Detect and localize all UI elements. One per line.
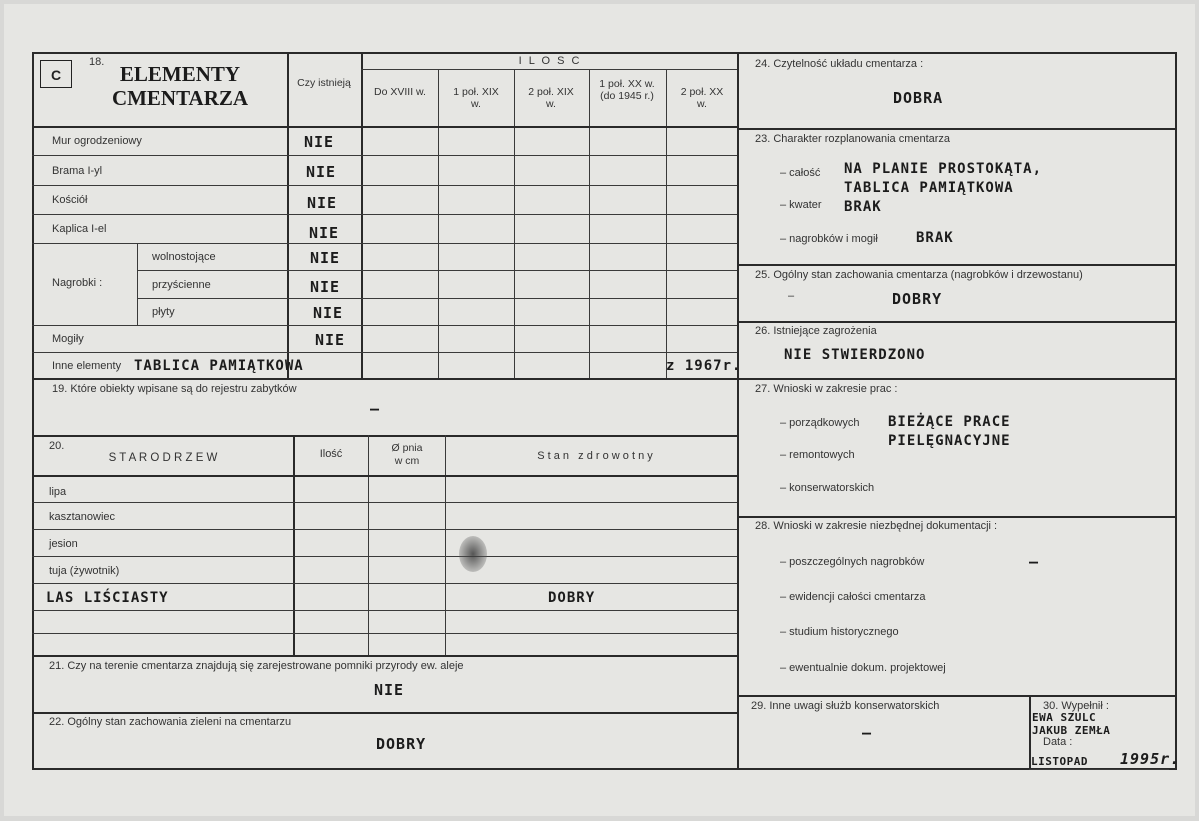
s19-label: 19. Które obiekty wpisane są do rejestru zabytków: [52, 383, 297, 395]
s27-remontowych: – remontowych: [780, 449, 855, 461]
s18-col-1: [438, 69, 439, 378]
s24-bottom: [737, 128, 1177, 130]
s30-data-label: Data :: [1043, 736, 1073, 748]
s25-bottom: [737, 321, 1177, 323]
s27-value-1: BIEŻĄCE PRACE: [888, 414, 1011, 430]
s30-name-1: EWA SZULC: [1032, 711, 1097, 724]
s20-col-ilosc: Ilość: [319, 448, 343, 460]
nagrobki-value-wolno: NIE: [310, 249, 341, 267]
s18-col-exists-left: [287, 52, 289, 378]
s27-label: 27. Wnioski w zakresie prac :: [755, 383, 898, 395]
s26-bottom: [737, 378, 1177, 380]
s18-col-2: [514, 69, 515, 378]
period-2: 1 poł. XIX w.: [453, 86, 499, 110]
s29-label: 29. Inne uwagi służb konserwatorskich: [751, 700, 940, 712]
s20-line-6: [32, 633, 737, 634]
s20-col-pnia-2: w cm: [394, 455, 420, 467]
mogily-value: NIE: [315, 331, 346, 349]
row-value-kaplica: NIE: [309, 224, 340, 242]
s29-value: –: [862, 724, 873, 742]
nagrobki-label: Nagrobki :: [52, 277, 103, 289]
s18-row-line-6: [137, 298, 737, 299]
s28-bottom: [737, 695, 1177, 697]
s18-title-line2: CMENTARZA: [111, 86, 249, 110]
row-label-brama: Brama I-yl: [52, 165, 103, 177]
nagrobki-label-przysc: przyścienne: [152, 279, 211, 291]
s18-nagrobki-divider: [137, 243, 138, 325]
s18-row-line-2: [32, 185, 737, 186]
s20-line-1: [32, 502, 737, 503]
ink-blot: [459, 536, 487, 572]
s28-dash: –: [1029, 553, 1040, 571]
inne-label: Inne elementy: [52, 360, 122, 372]
s23-bottom: [737, 264, 1177, 266]
inne-value: TABLICA PAMIĄTKOWA: [134, 358, 304, 374]
s21-value: NIE: [374, 681, 405, 699]
row-value-brama: NIE: [306, 163, 337, 181]
row-value-kosciol: NIE: [307, 194, 338, 212]
nagrobki-label-plyty: płyty: [152, 306, 175, 318]
s20-line-5: [32, 610, 737, 611]
section-letter: C: [40, 60, 72, 88]
s21-label: 21. Czy na terenie cmentarza znajdują się zarejestrowane pomniki przyrody ew. aleje: [49, 660, 464, 672]
s30-label: 30. Wypełnił :: [1043, 700, 1109, 712]
s20-col-pnia-1: Ø pnia: [391, 442, 423, 454]
s23-calosc-label: – całość: [780, 167, 821, 179]
period-1: Do XVIII w.: [374, 86, 426, 98]
s18-col-exists-header: Czy istnieją: [297, 77, 351, 89]
s27-value-2: PIELĘGNACYJNE: [888, 433, 1011, 449]
s18-col-exists-right: [361, 52, 363, 378]
nagrobki-label-wolno: wolnostojące: [152, 251, 216, 263]
tree-kasztanowiec: kasztanowiec: [49, 511, 116, 523]
s28-item-3: – studium historycznego: [780, 626, 899, 638]
nagrobki-value-przysc: NIE: [310, 278, 341, 296]
s18-number: 18.: [89, 56, 105, 68]
s18-col-4: [666, 69, 667, 378]
s30-date-underline: [1029, 769, 1169, 770]
tree-jesion: jesion: [49, 538, 78, 550]
s25-label: 25. Ogólny stan zachowania cmentarza (nagrobków i drzewostanu): [755, 269, 1083, 281]
s20-bottom: [32, 655, 737, 657]
s28-item-1: – poszczególnych nagrobków: [780, 556, 925, 568]
nagrobki-value-plyty: NIE: [313, 304, 344, 322]
inne-date: z 1967r.: [666, 358, 742, 374]
s25-value: DOBRY: [892, 290, 943, 308]
s30-date-year: 1995r.: [1120, 750, 1181, 768]
hand-row-stan: DOBRY: [548, 590, 596, 606]
s26-value: NIE STWIERDZONO: [784, 347, 926, 363]
s24-label: 24. Czytelność układu cmentarza :: [755, 58, 924, 70]
divider-main: [737, 52, 739, 770]
s26-label: 26. Istniejące zagrożenia: [755, 325, 877, 337]
tree-tuja: tuja (żywotnik): [49, 565, 120, 577]
s23-calosc-value-1: NA PLANIE PROSTOKĄTA,: [844, 161, 1043, 177]
s20-number: 20.: [49, 440, 65, 452]
s21-bottom: [32, 712, 737, 714]
period-3: 2 poł. XIX w.: [528, 86, 574, 110]
s20-header-bottom: [32, 475, 737, 477]
s18-title: [92, 62, 268, 110]
s23-label: 23. Charakter rozplanowania cmentarza: [755, 133, 951, 145]
s27-bottom: [737, 516, 1177, 518]
s25-dash: –: [788, 290, 795, 302]
s18-row-line-4: [32, 243, 737, 244]
s18-header-bottom: [32, 126, 737, 128]
s27-konserwatorskich: – konserwatorskich: [780, 482, 875, 494]
s18-bottom: [32, 378, 737, 380]
s19-bottom: [32, 435, 737, 437]
s18-col-3: [589, 69, 590, 378]
s28-item-4: – ewentualnie dokum. projektowej: [780, 662, 946, 674]
s22-value: DOBRY: [376, 735, 427, 753]
mogily-label: Mogiły: [52, 333, 84, 345]
s18-row-line-5: [137, 270, 737, 271]
s18-ilosc-underline: [361, 69, 737, 70]
s19-value: –: [370, 400, 381, 418]
s24-value: DOBRA: [893, 89, 944, 107]
s23-nagrobkow-label: – nagrobków i mogił: [780, 233, 878, 245]
period-5: 2 poł. XX w.: [680, 86, 724, 110]
hand-row-name: LAS LIŚCIASTY: [46, 590, 169, 606]
s20-title: S T A R O D R Z E W: [108, 452, 218, 464]
s18-row-line-7: [32, 325, 737, 326]
s20-line-4: [32, 583, 737, 584]
s18-row-line-3: [32, 214, 737, 215]
s18-title-line1: ELEMENTY: [119, 62, 241, 86]
s18-col-ilosc-header: I L O S C: [518, 55, 582, 67]
s18-row-line-1: [32, 155, 737, 156]
s28-label: 28. Wnioski w zakresie niezbędnej dokumentacji :: [755, 520, 998, 532]
s30-date-month: LISTOPAD: [1031, 755, 1088, 768]
s23-kwater-value: BRAK: [844, 199, 882, 215]
s28-item-2: – ewidencji całości cmentarza: [780, 591, 926, 603]
s22-label: 22. Ogólny stan zachowania zieleni na cmentarzu: [49, 716, 292, 728]
s30-name-2: JAKUB ZEMŁA: [1032, 724, 1111, 737]
s23-kwater-label: – kwater: [780, 199, 822, 211]
row-value-mur: NIE: [304, 133, 335, 151]
period-4: 1 poł. XX w. (do 1945 r.): [599, 78, 655, 102]
row-label-kaplica: Kaplica I-el: [52, 223, 107, 235]
s23-calosc-value-2: TABLICA PAMIĄTKOWA: [844, 180, 1014, 196]
s20-col-stan: S t a n z d r o w o t n y: [537, 450, 653, 462]
row-label-kosciol: Kościół: [52, 194, 88, 206]
s18-row-line-8: [32, 352, 737, 353]
s20-col-2: [368, 435, 369, 655]
tree-lipa: lipa: [49, 486, 67, 498]
s20-col-3: [445, 435, 446, 655]
row-label-mur: Mur ogrodzeniowy: [52, 135, 142, 147]
s27-porzadkowych: – porządkowych: [780, 417, 860, 429]
s20-col-1: [293, 435, 295, 655]
s23-nagrobkow-value: BRAK: [916, 230, 954, 246]
s20-line-3: [32, 556, 737, 557]
s20-line-2: [32, 529, 737, 530]
